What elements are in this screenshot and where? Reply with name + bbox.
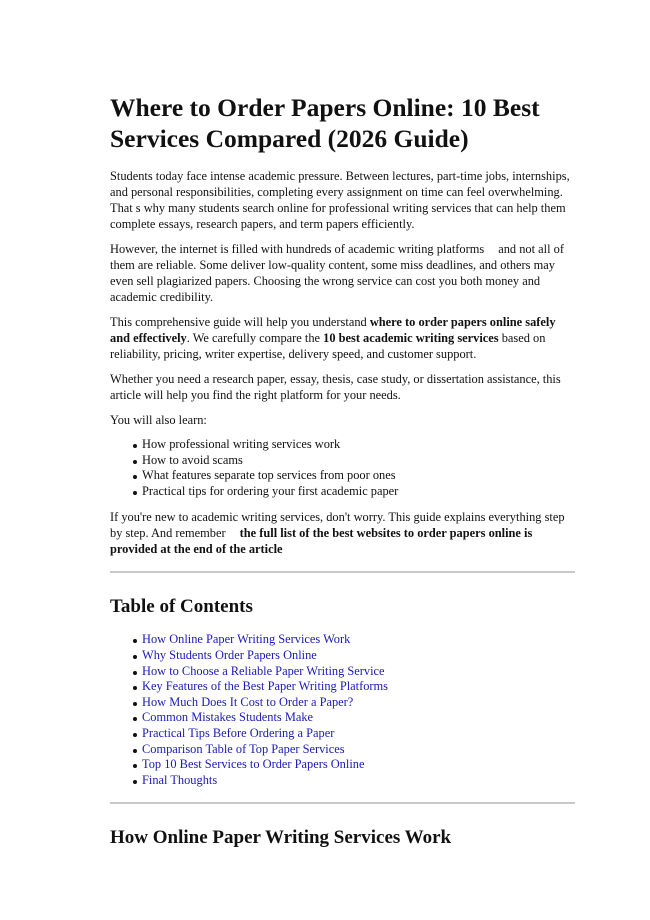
intro-paragraph-3 <box>110 314 575 362</box>
toc-link[interactable]: How to Choose a Reliable Paper Writing Service <box>142 664 575 680</box>
intro-paragraph-1: Students today face intense academic pressure. Between lectures, part-time jobs, internships, and personal responsibilities, completing every assignment on time can feel overwhelming. That s why many students search online for professional writing services that can help them complete essays, research papers, and term papers efficiently. <box>110 169 570 231</box>
intro-paragraph-2-part-1: However, the internet is filled with hundreds of academic writing platforms <box>110 242 485 256</box>
intro-paragraph-6-part-1: If you're new to academic writing services, don't worry. This guide explains everything step by step. And remember <box>110 510 565 541</box>
list-item: How to avoid scams <box>142 453 575 469</box>
toc-link[interactable]: Practical Tips Before Ordering a Paper <box>142 726 575 742</box>
intro-paragraph-3-bold-2: 10 best academic writing services <box>323 331 499 345</box>
toc-heading: Table of Contents <box>110 596 253 618</box>
section-heading: How Online Paper Writing Services Work <box>110 827 452 849</box>
toc-link[interactable]: Top 10 Best Services to Order Papers Online <box>142 757 575 773</box>
toc-link[interactable]: How Much Does It Cost to Order a Paper? <box>142 695 575 711</box>
intro-paragraph-2 <box>110 241 575 305</box>
intro-paragraph-3-bold-1: where to order papers online safely and effectively <box>110 315 556 345</box>
toc-link[interactable]: Final Thoughts <box>142 773 575 789</box>
intro-paragraph-6 <box>110 509 575 557</box>
intro-paragraph-3-part-3: based on reliability, pricing, writer expertise, delivery speed, and customer support. <box>110 331 546 361</box>
learn-list <box>110 437 575 499</box>
divider <box>110 571 575 573</box>
intro-paragraph-3-part-2: . We carefully compare the <box>186 331 324 345</box>
toc-link[interactable]: Why Students Order Papers Online <box>142 648 575 664</box>
intro-paragraph-5: You will also learn: <box>110 413 207 427</box>
intro-paragraph-4: Whether you need a research paper, essay, thesis, case study, or dissertation assistance, this article will help you find the right platform for your needs. <box>110 372 561 402</box>
toc-link[interactable]: How Online Paper Writing Services Work <box>142 632 575 648</box>
document-page <box>110 92 575 863</box>
toc-list <box>110 632 575 788</box>
intro-paragraph-6-bold: the full list of the best websites to order papers online is provided at the end of the article <box>110 526 533 557</box>
toc-link[interactable]: Comparison Table of Top Paper Services <box>142 742 575 758</box>
list-item: Practical tips for ordering your first academic paper <box>142 484 575 500</box>
page-title: Where to Order Papers Online: 10 Best Services Compared (2026 Guide) <box>110 93 540 153</box>
divider <box>110 802 575 804</box>
toc-link[interactable]: Key Features of the Best Paper Writing Platforms <box>142 679 575 695</box>
list-item: How professional writing services work <box>142 437 575 453</box>
intro-paragraph-3-part-1: This comprehensive guide will help you understand <box>110 315 370 329</box>
list-item: What features separate top services from poor ones <box>142 468 575 484</box>
toc-link[interactable]: Common Mistakes Students Make <box>142 710 575 726</box>
intro-paragraph-2-part-2: and not all of them are reliable. Some deliver low-quality content, some miss deadlines, and others may even sell plagiarized papers. Choosing the wrong service can cost you both money and academic credibility. <box>110 242 564 304</box>
